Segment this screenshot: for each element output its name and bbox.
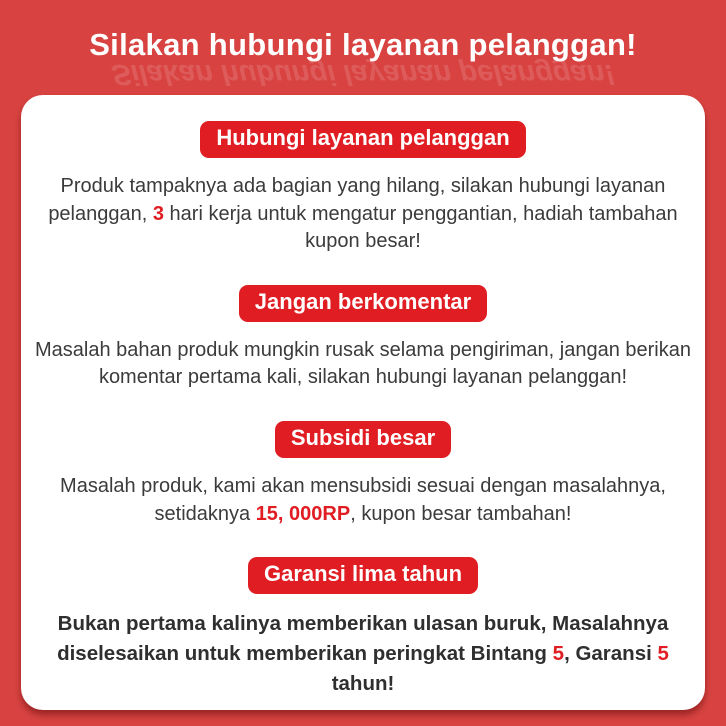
body-segment: , kupon besar tambahan! [350, 502, 572, 525]
page-title: Silakan hubungi layanan pelanggan! [89, 27, 637, 62]
section-badge: Hubungi layanan pelanggan [200, 121, 525, 158]
section-body [29, 337, 697, 392]
section-body [29, 173, 697, 256]
body-segment: Bukan pertama kalinya memberikan ulasan buruk, Masalahnya diselesaikan untuk memberikan peringkat Bintang [57, 612, 669, 665]
accent-number: 5 [657, 641, 669, 665]
body-segment: Masalah produk, kami akan mensubsidi sesuai dengan masalahnya, setidaknya [60, 474, 666, 525]
section-badge: Garansi lima tahun [248, 557, 478, 594]
section-garansi [29, 557, 697, 698]
accent-number: 3 [152, 202, 164, 225]
content-card [21, 95, 705, 710]
accent-number: 5 [552, 641, 565, 665]
section-subsidi-besar [29, 421, 697, 528]
title-reflection: Silakan hubungi layanan pelanggan! [107, 58, 619, 90]
section-badge: Jangan berkomentar [239, 285, 487, 322]
section-hubungi-layanan [29, 121, 697, 256]
body-segment: , Garansi [564, 641, 658, 665]
section-badge: Subsidi besar [275, 421, 451, 458]
body-segment: tahun! [331, 671, 395, 695]
section-body [29, 609, 697, 698]
body-segment: Masalah bahan produk mungkin rusak selama pengiriman, jangan berikan komentar pertama kali, silakan hubungi layanan pelanggan! [35, 338, 691, 389]
accent-amount: 15, 000RP [255, 502, 351, 525]
section-body [29, 473, 697, 528]
body-segment: Produk tampaknya ada bagian yang hilang, silakan hubungi layanan pelanggan, [48, 175, 666, 225]
section-jangan-berkomentar [29, 285, 697, 392]
header-banner [0, 0, 726, 95]
body-segment: hari kerja untuk mengatur penggantian, hadiah tambahan kupon besar! [163, 202, 678, 253]
